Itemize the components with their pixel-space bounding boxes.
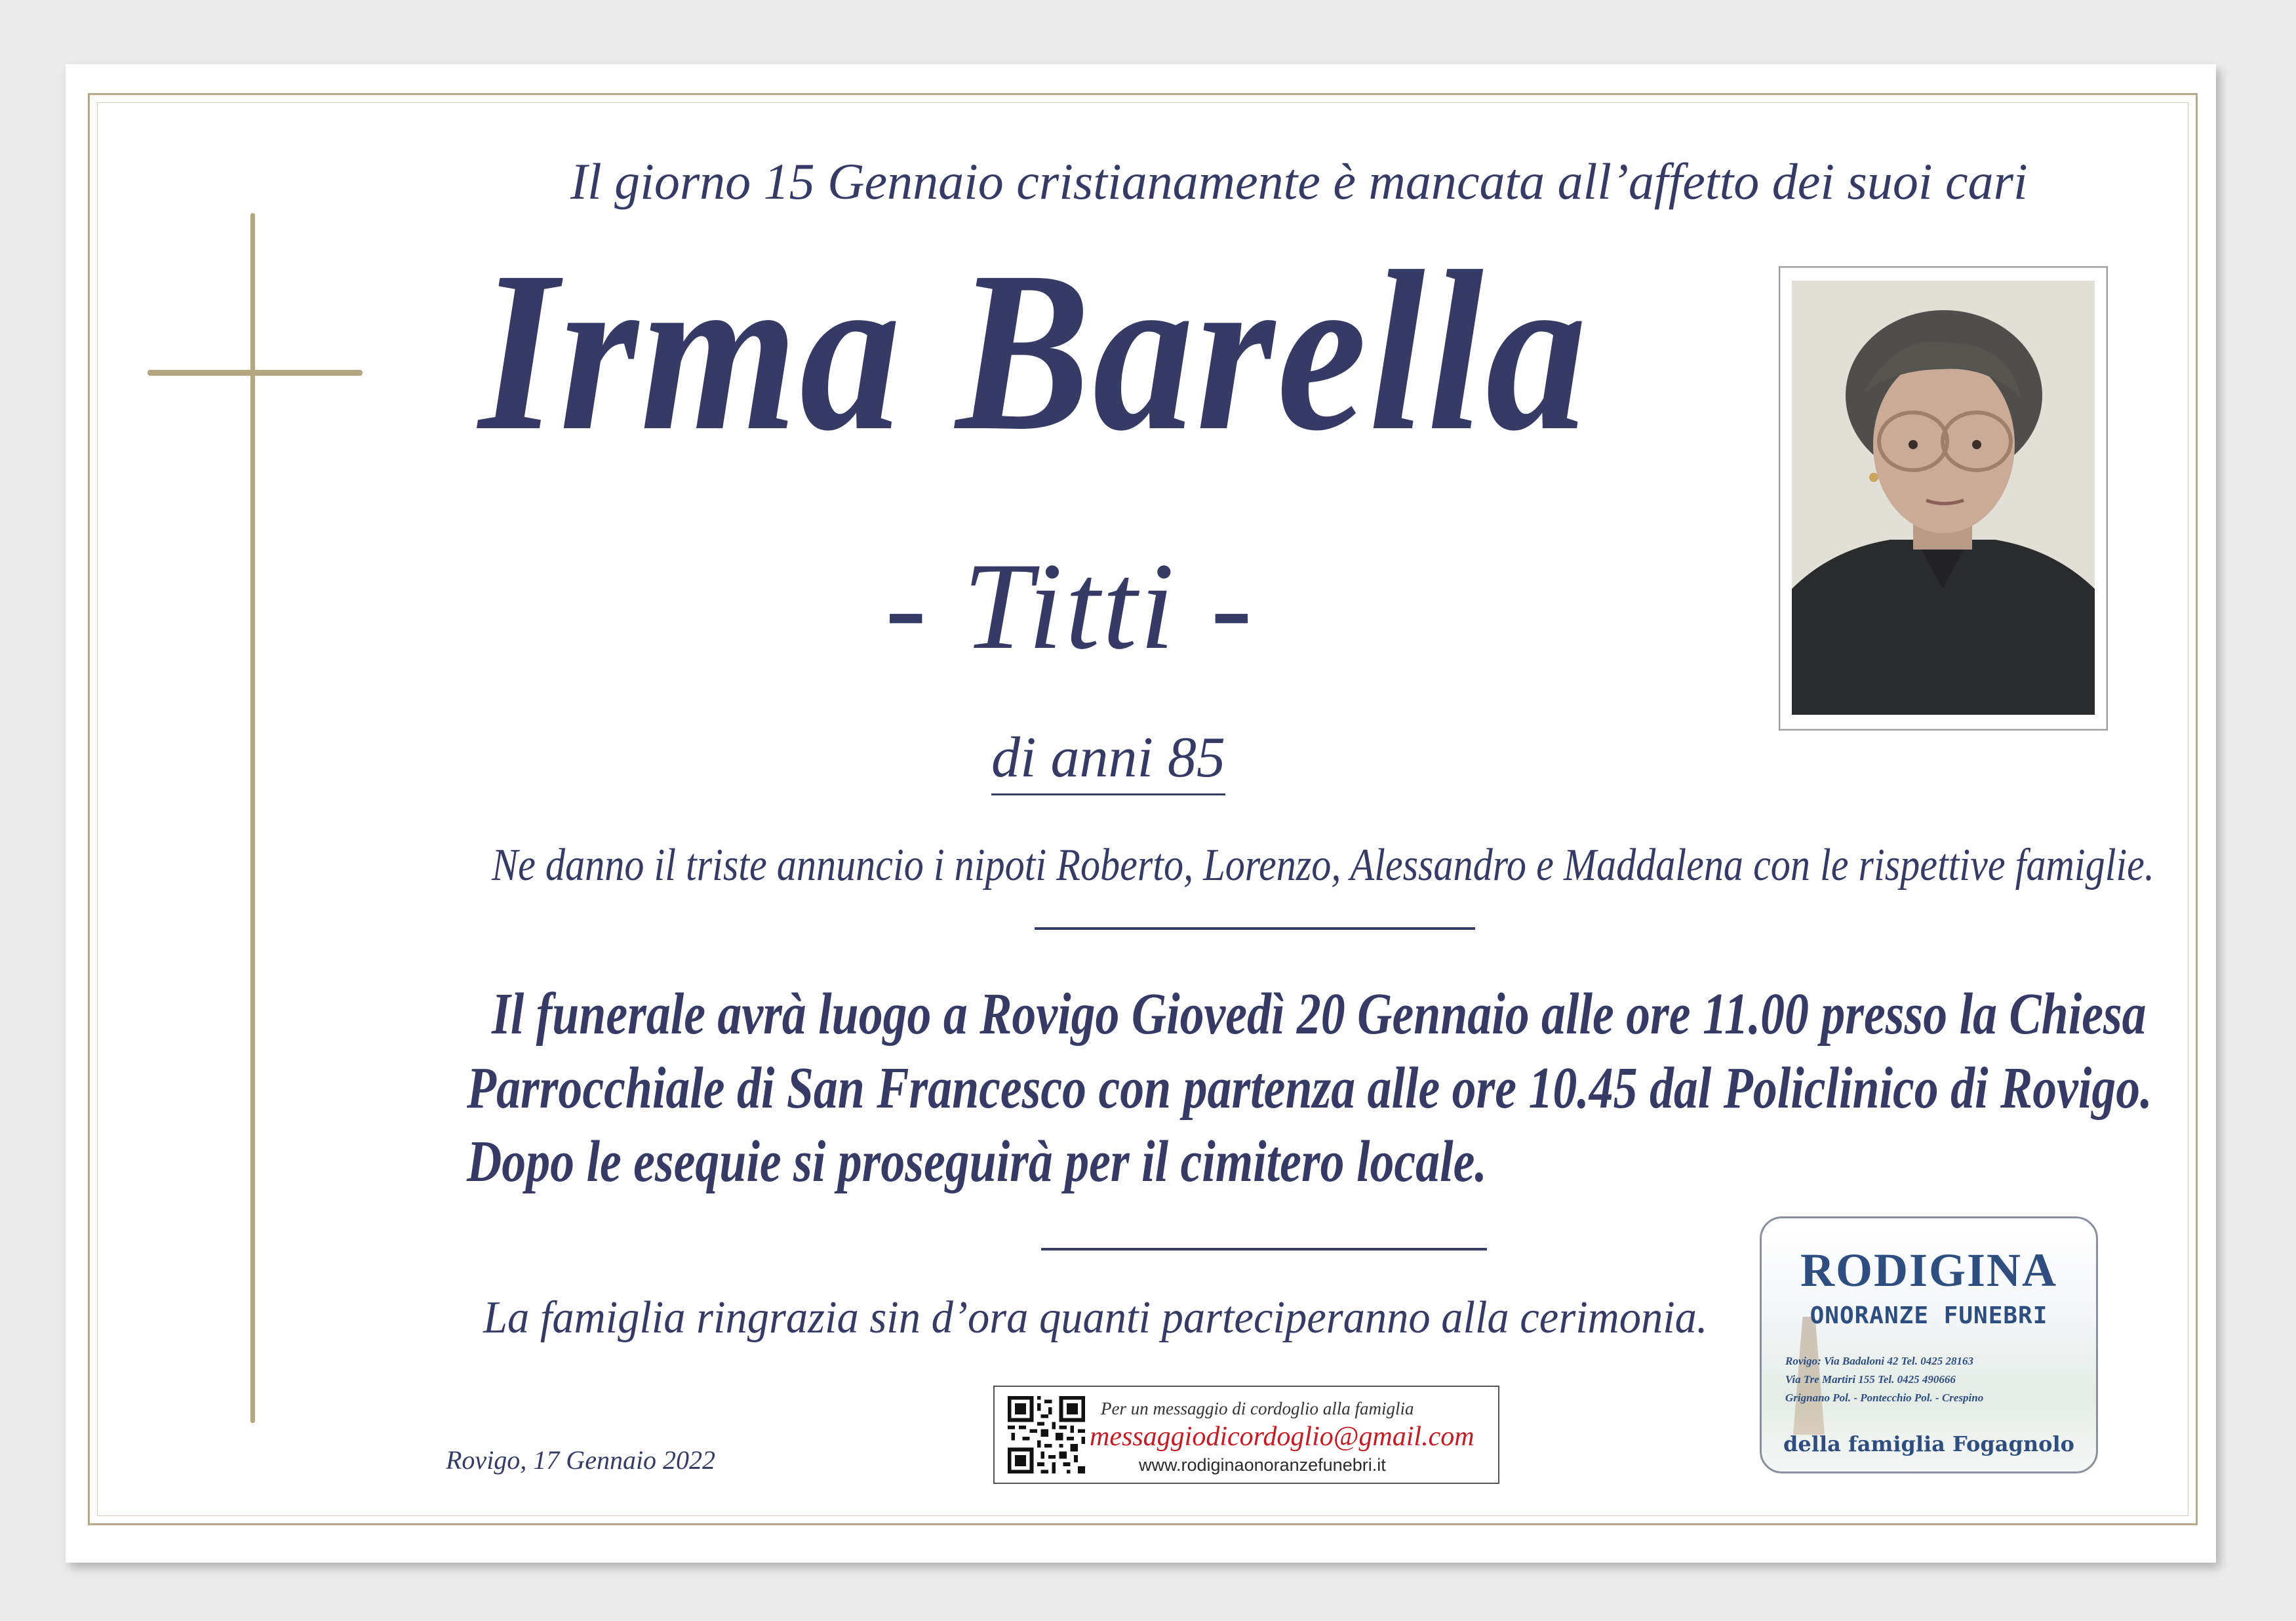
- funeral-line-3: Dopo le esequie si proseguirà per il cimitero locale.: [467, 1129, 1487, 1194]
- funeral-home-logo: [1760, 1216, 2098, 1473]
- funeral-home-website[interactable]: www.rodiginaonoranzefunebri.it: [1139, 1455, 1386, 1475]
- funeral-line-2: Parrocchiale di San Francesco con partenza alle ore 10.45 dal Policlinico di Rovigo.: [467, 1056, 2152, 1121]
- logo-title: RODIGINA: [1800, 1244, 2058, 1296]
- condolence-box: [993, 1386, 1499, 1484]
- cross-vertical-bar: [250, 213, 255, 1423]
- logo-address-1: Rovigo: Via Badaloni 42 Tel. 0425 28163: [1785, 1355, 1973, 1367]
- cross-horizontal-bar: [148, 370, 363, 376]
- announcement-text: Ne danno il triste annuncio i nipoti Roberto, Lorenzo, Alessandro e Maddalena con le rispettive famiglie.: [492, 840, 2154, 891]
- funeral-line-1: Il funerale avrà luogo a Rovigo Giovedì 20 Gennaio alle ore 11.00 presso la Chiesa: [492, 982, 2147, 1047]
- logo-address-2: Via Tre Martiri 155 Tel. 0425 490666: [1785, 1373, 1956, 1386]
- logo-subtitle: ONORANZE FUNEBRI: [1810, 1302, 2048, 1329]
- age-text: di anni 85: [991, 725, 1225, 795]
- divider-bottom: [1041, 1248, 1487, 1251]
- intro-text: Il giorno 15 Gennaio cristianamente è mancata all’affetto dei suoi cari: [570, 153, 2028, 210]
- condolence-email[interactable]: messaggiodicordoglio@gmail.com: [1090, 1422, 1475, 1452]
- qr-code-icon[interactable]: [1008, 1396, 1085, 1473]
- logo-footer: della famiglia Fogagnolo: [1783, 1431, 2074, 1456]
- date-place: Rovigo, 17 Gennaio 2022: [446, 1445, 716, 1475]
- deceased-name: Irma Barella: [479, 224, 1589, 478]
- nickname: - Titti -: [885, 538, 1255, 675]
- condolence-caption: Per un messaggio di cordoglio alla famiglia: [1101, 1399, 1414, 1418]
- divider-top: [1035, 927, 1475, 930]
- logo-address-3: Grignano Pol. - Pontecchio Pol. - Crespino: [1785, 1391, 1984, 1404]
- thanks-text: La famiglia ringrazia sin d’ora quanti parteciperanno alla cerimonia.: [483, 1292, 1708, 1343]
- portrait-photo: [1792, 281, 2095, 715]
